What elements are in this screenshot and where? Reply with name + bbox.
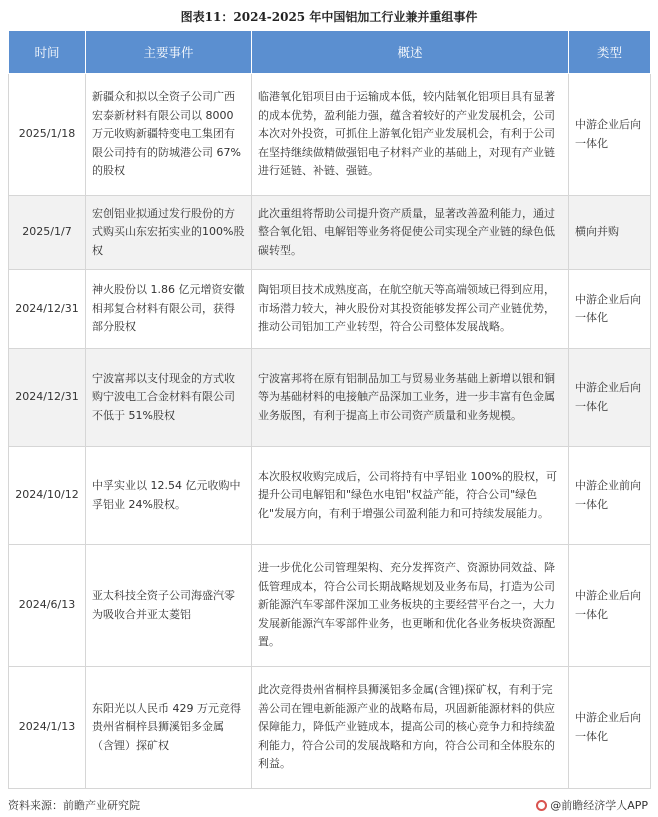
cell-overview: 本次股权收购完成后，公司将持有中孚铝业 100%的股权，可提升公司电解铝和"绿色水电铝"权益产能，符合公司"绿色化"发展方向，有利于增强公司盈利能力和可持续发展能力。: [252, 447, 569, 545]
cell-time: 2024/12/31: [9, 349, 86, 447]
cell-event: 宁波富邦以支付现金的方式收购宁波电工合金材料有限公司不低于 51%股权: [86, 349, 252, 447]
table-header-row: [9, 31, 651, 74]
cell-event: 神火股份以 1.86 亿元增资安徽相邦复合材料有限公司，获得部分股权: [86, 270, 252, 349]
header-event: 主要事件: [86, 31, 252, 74]
source-note: 资料来源：前瞻产业研究院: [8, 799, 140, 812]
cell-overview: 此次重组将帮助公司提升资产质量，显著改善盈利能力，通过整合氧化铝、电解铝等业务将促使公司实现全产业链的绿色低碳转型。: [252, 196, 569, 270]
cell-overview: 进一步优化公司管理架构、充分发挥资产、资源协同效益、降低管理成本，符合公司长期战略规划及业务布局，打造为公司新能源汽车零部件深加工业务板块的主要经营平台之一，大力发展新能源汽车零部件业务，也更晰和优化各业务板块资源配置。: [252, 545, 569, 667]
header-overview: 概述: [252, 31, 569, 74]
cell-overview: 宁波富邦将在原有铝制品加工与贸易业务基础上新增以银和铜等为基础材料的电接触产品深加工业务，进一步丰富有色金属业务版图，有利于提高上市公司资产质量和业务规模。: [252, 349, 569, 447]
cell-type: 中游企业后向一体化: [569, 545, 651, 667]
cell-event: 中孚实业以 12.54 亿元收购中孚铝业 24%股权。: [86, 447, 252, 545]
brand-label: @前瞻经济学人APP: [550, 799, 648, 812]
table-row: [9, 667, 651, 789]
cell-time: 2024/1/13: [9, 667, 86, 789]
cell-event: 亚太科技全资子公司海盛汽零为吸收合并亚太菱铝: [86, 545, 252, 667]
cell-event: 宏创铝业拟通过发行股份的方式购买山东宏拓实业的100%股权: [86, 196, 252, 270]
cell-time: 2024/6/13: [9, 545, 86, 667]
cell-time: 2025/1/18: [9, 74, 86, 196]
cell-event: 新疆众和拟以全资子公司广西宏泰新材料有限公司以 8000 万元收购新疆特变电工集团有限公司持有的防城港公司 67%的股权: [86, 74, 252, 196]
table-row: [9, 270, 651, 349]
cell-type: 中游企业后向一体化: [569, 270, 651, 349]
mergers-table: [8, 30, 651, 789]
brand-logo-icon: [536, 800, 547, 811]
header-time: 时间: [9, 31, 86, 74]
table-row: [9, 74, 651, 196]
cell-type: 中游企业前向一体化: [569, 447, 651, 545]
table-row: [9, 196, 651, 270]
table-row: [9, 545, 651, 667]
cell-overview: 陶铝项目技术成熟度高，在航空航天等高端领域已得到应用，市场潜力较大，神火股份对其投资能够发挥公司产业链优势，推动公司铝加工产业转型，符合公司整体发展战略。: [252, 270, 569, 349]
cell-overview: 临港氧化铝项目由于运输成本低，较内陆氧化铝项目具有显著的成本优势，盈利能力强，蕴含着较好的产业发展机会，公司本次对外投资，可抓住上游氧化铝产业发展机会，有利于公司在坚持继续做精做强铝电子材料产业的基础上，对现有产业链进行延链、补链、强链。: [252, 74, 569, 196]
table-row: [9, 447, 651, 545]
brand-credit: [536, 797, 648, 813]
cell-event: 东阳光以人民币 429 万元竞得贵州省桐梓县狮溪铝多金属（含锂）探矿权: [86, 667, 252, 789]
cell-type: 横向并购: [569, 196, 651, 270]
cell-type: 中游企业后向一体化: [569, 74, 651, 196]
cell-time: 2024/12/31: [9, 270, 86, 349]
cell-overview: 此次竞得贵州省桐梓县狮溪铝多金属(含锂)探矿权，有利于完善公司在锂电新能源产业的战略布局，巩固新能源材料的供应保障能力，降低产业链成本，提高公司的核心竞争力和持续盈利能力，符合公司的发展战略和方向，符合公司和全体股东的利益。: [252, 667, 569, 789]
table-row: [9, 349, 651, 447]
cell-time: 2025/1/7: [9, 196, 86, 270]
cell-time: 2024/10/12: [9, 447, 86, 545]
table-title: 图表11：2024-2025 年中国铝加工行业兼并重组事件: [180, 10, 478, 24]
cell-type: 中游企业后向一体化: [569, 349, 651, 447]
header-type: 类型: [569, 31, 651, 74]
cell-type: 中游企业后向一体化: [569, 667, 651, 789]
